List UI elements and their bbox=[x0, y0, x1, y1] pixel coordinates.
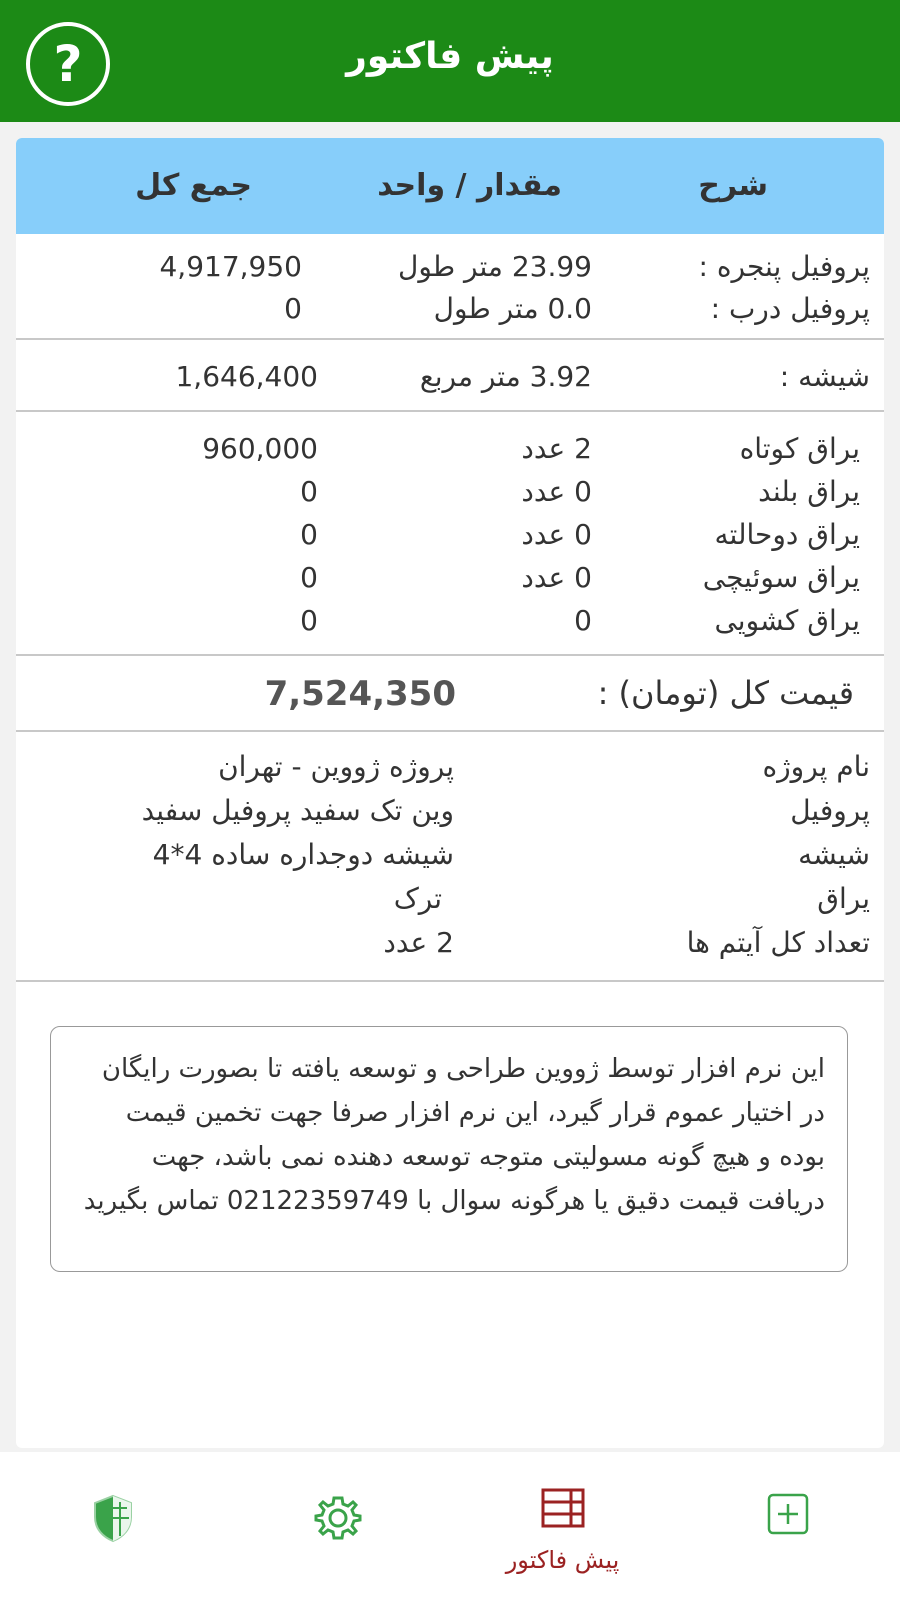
row-label: پروفیل پنجره : bbox=[698, 250, 870, 283]
project-info-row bbox=[16, 882, 884, 926]
row-label: یراق سوئیچی bbox=[702, 561, 860, 594]
add-square-icon bbox=[766, 1492, 810, 1536]
project-info-label: پروفیل bbox=[790, 794, 870, 827]
row-label: یراق کشویی bbox=[714, 604, 860, 637]
project-info-row bbox=[16, 750, 884, 794]
row-label: یراق دوحالته bbox=[714, 518, 860, 551]
table-header bbox=[16, 138, 884, 234]
table-row bbox=[16, 475, 884, 515]
row-label: پروفیل درب : bbox=[710, 292, 870, 325]
row-quantity: 0 عدد bbox=[521, 561, 592, 594]
row-total: 0 bbox=[284, 292, 302, 325]
nav-item-add[interactable] bbox=[675, 1452, 900, 1600]
row-total: 0 bbox=[300, 518, 318, 551]
row-quantity: 0 عدد bbox=[521, 518, 592, 551]
row-total: 4,917,950 bbox=[159, 250, 302, 283]
project-info-row bbox=[16, 926, 884, 970]
divider bbox=[16, 654, 884, 656]
table-row bbox=[16, 432, 884, 472]
gear-icon bbox=[312, 1492, 364, 1544]
row-quantity: 2 عدد bbox=[521, 432, 592, 465]
project-info-label: نام پروژه bbox=[762, 750, 870, 783]
help-button[interactable]: ? bbox=[26, 22, 110, 106]
nav-item-warranty[interactable] bbox=[0, 1452, 225, 1600]
column-header-total: جمع کل bbox=[135, 168, 252, 203]
table-row bbox=[16, 518, 884, 558]
project-info-row bbox=[16, 794, 884, 838]
row-quantity: 3.92 متر مربع bbox=[419, 360, 592, 393]
row-total: 960,000 bbox=[202, 432, 318, 465]
project-info-value: شیشه دوجداره ساده 4*4 bbox=[152, 838, 454, 871]
table-row bbox=[16, 561, 884, 601]
row-quantity: 23.99 متر طول bbox=[398, 250, 592, 283]
row-quantity: 0 عدد bbox=[521, 475, 592, 508]
project-info-label: تعداد کل آیتم ها bbox=[686, 926, 870, 959]
invoice-grid-icon bbox=[541, 1488, 585, 1528]
nav-item-settings[interactable] bbox=[225, 1452, 450, 1600]
grand-total-label: قیمت کل (تومان) : bbox=[597, 674, 854, 712]
project-info-value: 2 عدد bbox=[383, 926, 454, 959]
column-header-quantity: مقدار / واحد bbox=[377, 168, 562, 203]
table-row bbox=[16, 250, 884, 290]
row-quantity: 0.0 متر طول bbox=[433, 292, 592, 325]
table-row bbox=[16, 292, 884, 332]
table-row bbox=[16, 604, 884, 644]
table-row bbox=[16, 360, 884, 400]
row-label: یراق کوتاه bbox=[739, 432, 860, 465]
project-info-label: شیشه bbox=[798, 838, 870, 871]
divider bbox=[16, 730, 884, 732]
row-total: 1,646,400 bbox=[175, 360, 318, 393]
project-info-row bbox=[16, 838, 884, 882]
row-total: 0 bbox=[300, 561, 318, 594]
divider bbox=[16, 338, 884, 340]
content-area bbox=[0, 122, 900, 1452]
project-info-label: یراق bbox=[817, 882, 870, 915]
shield-icon bbox=[87, 1492, 139, 1544]
bottom-navigation bbox=[0, 1452, 900, 1600]
grand-total-value: 7,524,350 bbox=[264, 674, 456, 714]
row-total: 0 bbox=[300, 475, 318, 508]
divider bbox=[16, 980, 884, 982]
disclaimer-text: این نرم افزار توسط ژووین طراحی و توسعه یافته تا بصورت رایگان در اختیار عموم قرار گیرد، این نرم افزار صرفا جهت تخمین قیمت بوده و هیچ گونه مسولیتی متوجه توسعه دهنده نمی باشد، جهت دریافت قیمت دقیق یا هرگونه سوال با 02122359749 تماس بگیرید bbox=[83, 1054, 825, 1216]
row-total: 0 bbox=[300, 604, 318, 637]
row-quantity: 0 bbox=[574, 604, 592, 637]
project-info-value: ترک bbox=[393, 882, 442, 915]
nav-item-invoice-label: پیش فاکتور bbox=[505, 1546, 620, 1574]
page-title: پیش فاکتور bbox=[346, 36, 554, 77]
row-label: یراق بلند bbox=[758, 475, 860, 508]
disclaimer-box bbox=[50, 1026, 848, 1272]
divider bbox=[16, 410, 884, 412]
column-header-description: شرح bbox=[698, 168, 768, 203]
project-info-value: وین تک سفید پروفیل سفید bbox=[141, 794, 454, 827]
nav-item-invoice[interactable] bbox=[450, 1452, 675, 1600]
top-app-bar bbox=[0, 0, 900, 122]
invoice-card bbox=[16, 138, 884, 1448]
grand-total-row bbox=[16, 668, 884, 718]
row-label: شیشه : bbox=[779, 360, 870, 393]
project-info-value: پروژه ژووین - تهران bbox=[218, 750, 454, 783]
